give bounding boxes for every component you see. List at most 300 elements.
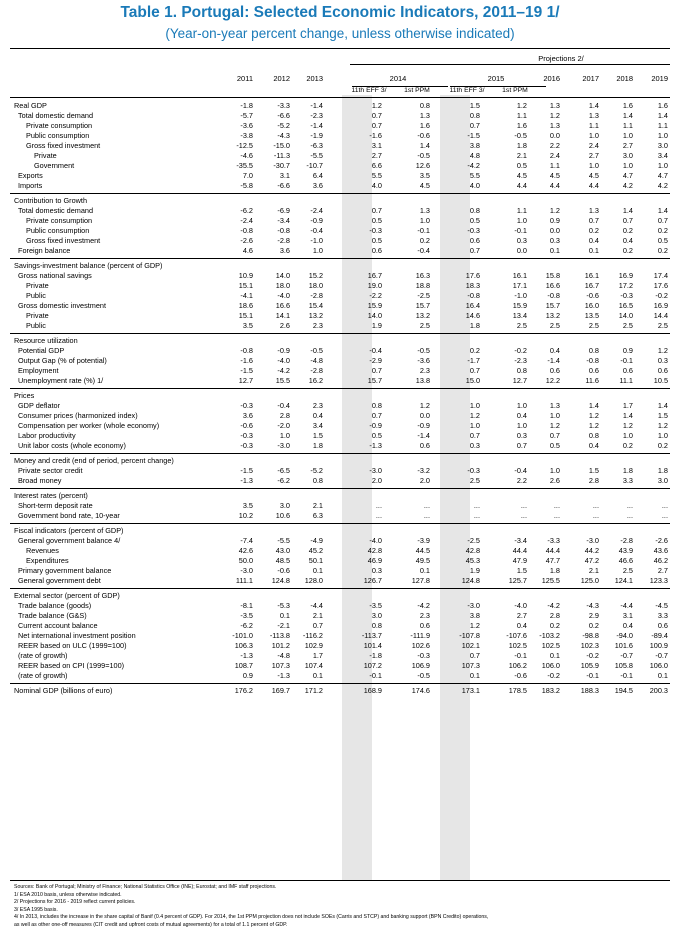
cell: 0.7: [371, 411, 382, 420]
cell: 0.5: [657, 236, 668, 245]
cell: 2.8: [549, 611, 560, 620]
cell: -3.4: [514, 536, 527, 545]
cell: 1.0: [549, 411, 560, 420]
cell: 17.4: [653, 271, 668, 280]
cell: 1.0: [657, 431, 668, 440]
header-rule: [10, 97, 670, 98]
cell: -5.2: [310, 466, 323, 475]
cell: 1.4: [419, 141, 430, 150]
cell: -2.3: [310, 111, 323, 120]
cell: 0.7: [469, 431, 480, 440]
cell: 16.1: [512, 271, 527, 280]
cell: 16.2: [308, 376, 323, 385]
cell: 173.1: [461, 686, 480, 695]
cell: -0.1: [620, 356, 633, 365]
cell: 0.1: [588, 246, 599, 255]
table-row: [0, 376, 680, 386]
cell: 0.4: [588, 236, 599, 245]
cell: -98.8: [582, 631, 599, 640]
section-header: [0, 196, 680, 206]
cell: -15.0: [273, 141, 290, 150]
cell: 2.5: [622, 321, 633, 330]
cell: 1.0: [657, 161, 668, 170]
row-label: Imports: [18, 181, 43, 190]
cell: 0.8: [588, 431, 599, 440]
cell: 3.0: [622, 151, 633, 160]
section-title: Money and credit (end of period, percent change): [14, 456, 174, 465]
cell: 0.5: [371, 236, 382, 245]
cell: ...: [473, 501, 480, 510]
cell: ...: [375, 501, 382, 510]
cell: 0.5: [516, 161, 527, 170]
section-title: Savings-investment balance (percent of GDP): [14, 261, 163, 270]
cell: -0.3: [240, 441, 253, 450]
cell: 2.2: [516, 476, 527, 485]
table-row: [0, 476, 680, 486]
table-row: [0, 651, 680, 661]
cell: 3.1: [371, 141, 382, 150]
cell: -4.9: [310, 536, 323, 545]
cell: 0.8: [371, 401, 382, 410]
cell: 2.5: [622, 566, 633, 575]
cell: -2.5: [417, 291, 430, 300]
cell: -0.6: [277, 566, 290, 575]
cell: 108.7: [234, 661, 253, 670]
cell: -3.5: [240, 611, 253, 620]
cell: -0.3: [369, 226, 382, 235]
cell: -0.1: [620, 671, 633, 680]
cell: 0.4: [622, 621, 633, 630]
section-header: [0, 101, 680, 111]
cell: 101.2: [271, 641, 290, 650]
cell: 0.7: [588, 216, 599, 225]
row-label: Public: [26, 321, 46, 330]
cell: -5.2: [277, 121, 290, 130]
row-label: Compensation per worker (whole economy): [18, 421, 160, 430]
table-row: [0, 356, 680, 366]
row-label: Foreign balance: [18, 246, 71, 255]
cell: ...: [520, 511, 527, 520]
cell: 11.6: [585, 376, 599, 385]
cell: 0.6: [469, 236, 480, 245]
cell: 18.6: [238, 301, 253, 310]
cell: 102.3: [580, 641, 599, 650]
cell: 46.6: [618, 556, 633, 565]
row-label: Primary government balance: [18, 566, 112, 575]
cell: 0.3: [516, 236, 527, 245]
cell: ...: [592, 511, 599, 520]
cell: -0.2: [655, 291, 668, 300]
cell: -0.2: [514, 346, 527, 355]
cell: -4.8: [310, 356, 323, 365]
cell: 2.3: [419, 366, 430, 375]
row-label: REER based on CPI (1999=100): [18, 661, 125, 670]
cell: -4.2: [277, 366, 290, 375]
row-label: Government bond rate, 10-year: [18, 511, 120, 520]
cell: 16.6: [275, 301, 290, 310]
section-title: Real GDP: [14, 101, 47, 110]
table-row: [0, 671, 680, 681]
cell: -2.6: [240, 236, 253, 245]
cell: 1.3: [588, 111, 599, 120]
cell: ...: [661, 511, 668, 520]
cell: 1.0: [588, 131, 599, 140]
cell: -0.4: [417, 246, 430, 255]
cell: ...: [553, 511, 560, 520]
cell: -3.4: [277, 216, 290, 225]
table-row: [0, 411, 680, 421]
cell: 0.7: [371, 206, 382, 215]
cell: 0.3: [516, 431, 527, 440]
cell: -1.5: [240, 466, 253, 475]
cell: -5.5: [277, 536, 290, 545]
cell: 19.0: [367, 281, 382, 290]
cell: 0.6: [419, 621, 430, 630]
cell: 124.1: [614, 576, 633, 585]
table-row: [0, 536, 680, 546]
cell: -4.1: [240, 291, 253, 300]
cell: 0.7: [622, 216, 633, 225]
cell: 17.6: [653, 281, 668, 290]
cell: 12.2: [545, 376, 560, 385]
row-label: GDP deflator: [18, 401, 61, 410]
section-rule: [10, 523, 670, 524]
cell: 101.4: [363, 641, 382, 650]
cell: 176.2: [234, 686, 253, 695]
cell: 48.5: [275, 556, 290, 565]
cell: 1.2: [622, 421, 633, 430]
year-2012: 2012: [273, 74, 290, 83]
cell: 0.7: [371, 121, 382, 130]
cell: 45.3: [465, 556, 480, 565]
row-label: Unit labor costs (whole economy): [18, 441, 126, 450]
cell: 1.1: [657, 121, 668, 130]
cell: 2.4: [588, 141, 599, 150]
section-header: [0, 391, 680, 401]
cell: -3.0: [277, 441, 290, 450]
cell: 15.5: [275, 376, 290, 385]
cell: 14.4: [653, 311, 668, 320]
cell: -0.3: [417, 651, 430, 660]
cell: 0.4: [516, 411, 527, 420]
cell: -3.2: [417, 466, 430, 475]
cell: -0.9: [417, 421, 430, 430]
table-row: [0, 631, 680, 641]
cell: 124.8: [461, 576, 480, 585]
section-title: Nominal GDP (billions of euro): [14, 686, 113, 695]
cell: 3.5: [419, 171, 430, 180]
cell: 1.0: [419, 216, 430, 225]
cell: 13.2: [308, 311, 323, 320]
cell: 2.1: [312, 501, 323, 510]
cell: 0.2: [588, 226, 599, 235]
cell: 4.8: [469, 151, 480, 160]
cell: 6.6: [371, 161, 382, 170]
year-2018: 2018: [616, 74, 633, 83]
cell: -113.7: [361, 631, 382, 640]
cell: -30.7: [273, 161, 290, 170]
table-row: [0, 566, 680, 576]
cell: -2.4: [240, 216, 253, 225]
table-row: [0, 621, 680, 631]
cell: -0.2: [547, 671, 560, 680]
cell: -4.3: [586, 601, 599, 610]
cell: 42.6: [238, 546, 253, 555]
cell: ...: [375, 511, 382, 520]
cell: 0.2: [419, 236, 430, 245]
cell: 2.3: [312, 401, 323, 410]
year-2015: 2015: [487, 74, 505, 83]
cell: -1.3: [369, 441, 382, 450]
table-row: [0, 206, 680, 216]
cell: 1.3: [588, 206, 599, 215]
cell: -5.7: [240, 111, 253, 120]
cell: 16.9: [618, 271, 633, 280]
cell: 42.8: [367, 546, 382, 555]
cell: 1.0: [516, 401, 527, 410]
cell: 0.1: [312, 671, 323, 680]
cell: -5.8: [240, 181, 253, 190]
table-row: [0, 466, 680, 476]
cell: -0.8: [240, 346, 253, 355]
notes: [14, 884, 670, 930]
cell: -4.0: [277, 291, 290, 300]
cell: 0.7: [312, 621, 323, 630]
cell: -0.5: [417, 671, 430, 680]
cell: 0.8: [469, 111, 480, 120]
cell: 1.5: [312, 431, 323, 440]
cell: 0.9: [622, 346, 633, 355]
table-row: [0, 111, 680, 121]
cell: -1.8: [240, 101, 253, 110]
cell: -0.1: [369, 671, 382, 680]
cell: -0.1: [514, 226, 527, 235]
cell: 2.6: [549, 476, 560, 485]
cell: 46.9: [367, 556, 382, 565]
cell: 183.2: [541, 686, 560, 695]
cell: 15.7: [545, 301, 560, 310]
cell: 0.1: [469, 671, 480, 680]
cell: 102.5: [541, 641, 560, 650]
cell: 1.1: [516, 206, 527, 215]
cell: -4.0: [514, 601, 527, 610]
cell: 1.1: [588, 121, 599, 130]
cell: 1.8: [549, 566, 560, 575]
cell: 6.4: [312, 171, 323, 180]
table-row: [0, 576, 680, 586]
cell: 6.3: [312, 511, 323, 520]
cell: ...: [592, 501, 599, 510]
cell: 2.7: [371, 151, 382, 160]
bottom-rule: [10, 880, 670, 881]
section-rule: [10, 453, 670, 454]
cell: 3.1: [622, 611, 633, 620]
cell: 102.6: [411, 641, 430, 650]
cell: 1.6: [419, 121, 430, 130]
section-title: External sector (percent of GDP): [14, 591, 120, 600]
cell: 0.4: [312, 411, 323, 420]
cell: -4.6: [240, 151, 253, 160]
cell: 2.4: [549, 151, 560, 160]
year-2016: 2016: [543, 74, 560, 83]
section-header: [0, 456, 680, 466]
cell: 14.1: [275, 311, 290, 320]
cell: 107.4: [304, 661, 323, 670]
cell: 0.0: [419, 411, 430, 420]
row-label: (rate of growth): [18, 671, 68, 680]
section-rule: [10, 333, 670, 334]
table-row: [0, 226, 680, 236]
cell: 17.6: [465, 271, 480, 280]
section-header: [0, 261, 680, 271]
cell: 16.3: [415, 271, 430, 280]
section-rule: [10, 258, 670, 259]
cell: 2.3: [312, 321, 323, 330]
cell: 4.4: [516, 181, 527, 190]
row-label: Public consumption: [26, 226, 90, 235]
cell: 1.0: [657, 131, 668, 140]
cell: 125.7: [508, 576, 527, 585]
cell: 0.9: [242, 671, 253, 680]
cell: -4.4: [310, 601, 323, 610]
row-label: Private: [26, 281, 49, 290]
cell: 1.0: [622, 131, 633, 140]
cell: -11.3: [273, 151, 290, 160]
cell: 1.9: [469, 566, 480, 575]
cell: 16.4: [465, 301, 480, 310]
cell: 3.1: [279, 171, 290, 180]
cell: 16.7: [367, 271, 382, 280]
cell: 10.6: [275, 511, 290, 520]
cell: 15.9: [367, 301, 382, 310]
cell: -1.0: [514, 291, 527, 300]
cell: -6.6: [277, 181, 290, 190]
cell: -2.8: [310, 291, 323, 300]
cell: 50.1: [308, 556, 323, 565]
cell: 47.7: [545, 556, 560, 565]
cell: 1.1: [516, 111, 527, 120]
cell: 1.4: [622, 206, 633, 215]
cell: -0.4: [310, 226, 323, 235]
cell: 4.4: [549, 181, 560, 190]
cell: 43.6: [653, 546, 668, 555]
cell: 111.1: [235, 576, 253, 585]
cell: 0.8: [469, 206, 480, 215]
cell: -0.3: [467, 466, 480, 475]
cell: -0.3: [240, 431, 253, 440]
cell: -4.0: [277, 356, 290, 365]
cell: 50.0: [238, 556, 253, 565]
cell: 1.8: [312, 441, 323, 450]
cell: 1.2: [549, 206, 560, 215]
cell: 17.2: [618, 281, 633, 290]
cell: 0.8: [516, 366, 527, 375]
table-row: [0, 501, 680, 511]
cell: 0.8: [312, 476, 323, 485]
table-row: [0, 246, 680, 256]
cell: 106.2: [508, 661, 527, 670]
cell: -0.8: [240, 226, 253, 235]
cell: -12.5: [236, 141, 253, 150]
cell: 18.3: [465, 281, 480, 290]
cell: -4.3: [277, 131, 290, 140]
cell: 168.9: [363, 686, 382, 695]
table-row: [0, 161, 680, 171]
cell: 3.4: [657, 151, 668, 160]
row-label: Gross national savings: [18, 271, 92, 280]
row-label: Net international investment position: [18, 631, 136, 640]
cell: 1.2: [588, 411, 599, 420]
cell: -0.2: [586, 651, 599, 660]
cell: 2.5: [419, 321, 430, 330]
cell: 102.9: [304, 641, 323, 650]
cell: 12.6: [415, 161, 430, 170]
cell: 0.7: [371, 366, 382, 375]
cell: -1.6: [240, 356, 253, 365]
cell: 0.7: [469, 121, 480, 130]
cell: -6.3: [310, 141, 323, 150]
cell: 0.6: [588, 366, 599, 375]
cell: 2.1: [588, 566, 599, 575]
cell: -1.4: [547, 356, 560, 365]
table-row: [0, 141, 680, 151]
cell: 1.3: [419, 111, 430, 120]
cell: 0.7: [371, 111, 382, 120]
cell: 2.5: [657, 321, 668, 330]
table-row: [0, 311, 680, 321]
cell: ...: [520, 501, 527, 510]
cell: -2.1: [277, 621, 290, 630]
cell: 200.3: [649, 686, 668, 695]
cell: 1.0: [622, 431, 633, 440]
cell: -0.7: [655, 651, 668, 660]
cell: -5.3: [277, 601, 290, 610]
cell: 3.5: [242, 501, 253, 510]
note-2: 2/ Projections for 2016 - 2019 reflect current policies.: [14, 899, 136, 906]
cell: 2.8: [588, 476, 599, 485]
cell: -4.2: [467, 161, 480, 170]
cell: 4.5: [549, 171, 560, 180]
cell: ...: [473, 511, 480, 520]
cell: 0.3: [371, 566, 382, 575]
cell: 15.9: [512, 301, 527, 310]
cell: 44.2: [584, 546, 599, 555]
cell: 1.2: [657, 346, 668, 355]
cell: -10.7: [306, 161, 323, 170]
cell: 3.8: [469, 611, 480, 620]
cell: -1.7: [467, 356, 480, 365]
cell: 0.2: [588, 621, 599, 630]
cell: 15.7: [415, 301, 430, 310]
cell: 3.5: [242, 321, 253, 330]
row-label: Current account balance: [18, 621, 98, 630]
table-row: [0, 151, 680, 161]
cell: 2.7: [516, 611, 527, 620]
cell: 3.0: [279, 501, 290, 510]
cell: 2.5: [516, 321, 527, 330]
cell: -89.4: [651, 631, 668, 640]
cell: 1.8: [657, 466, 668, 475]
cell: 1.0: [516, 421, 527, 430]
row-label: Output Gap (% of potential): [18, 356, 107, 365]
cell: -116.2: [302, 631, 323, 640]
cell: 1.1: [622, 121, 633, 130]
table-subtitle: (Year-on-year percent change, unless otherwise indicated): [165, 26, 515, 41]
cell: 174.6: [411, 686, 430, 695]
cell: -0.3: [240, 401, 253, 410]
cell: 4.7: [657, 171, 668, 180]
cell: 1.2: [657, 421, 668, 430]
